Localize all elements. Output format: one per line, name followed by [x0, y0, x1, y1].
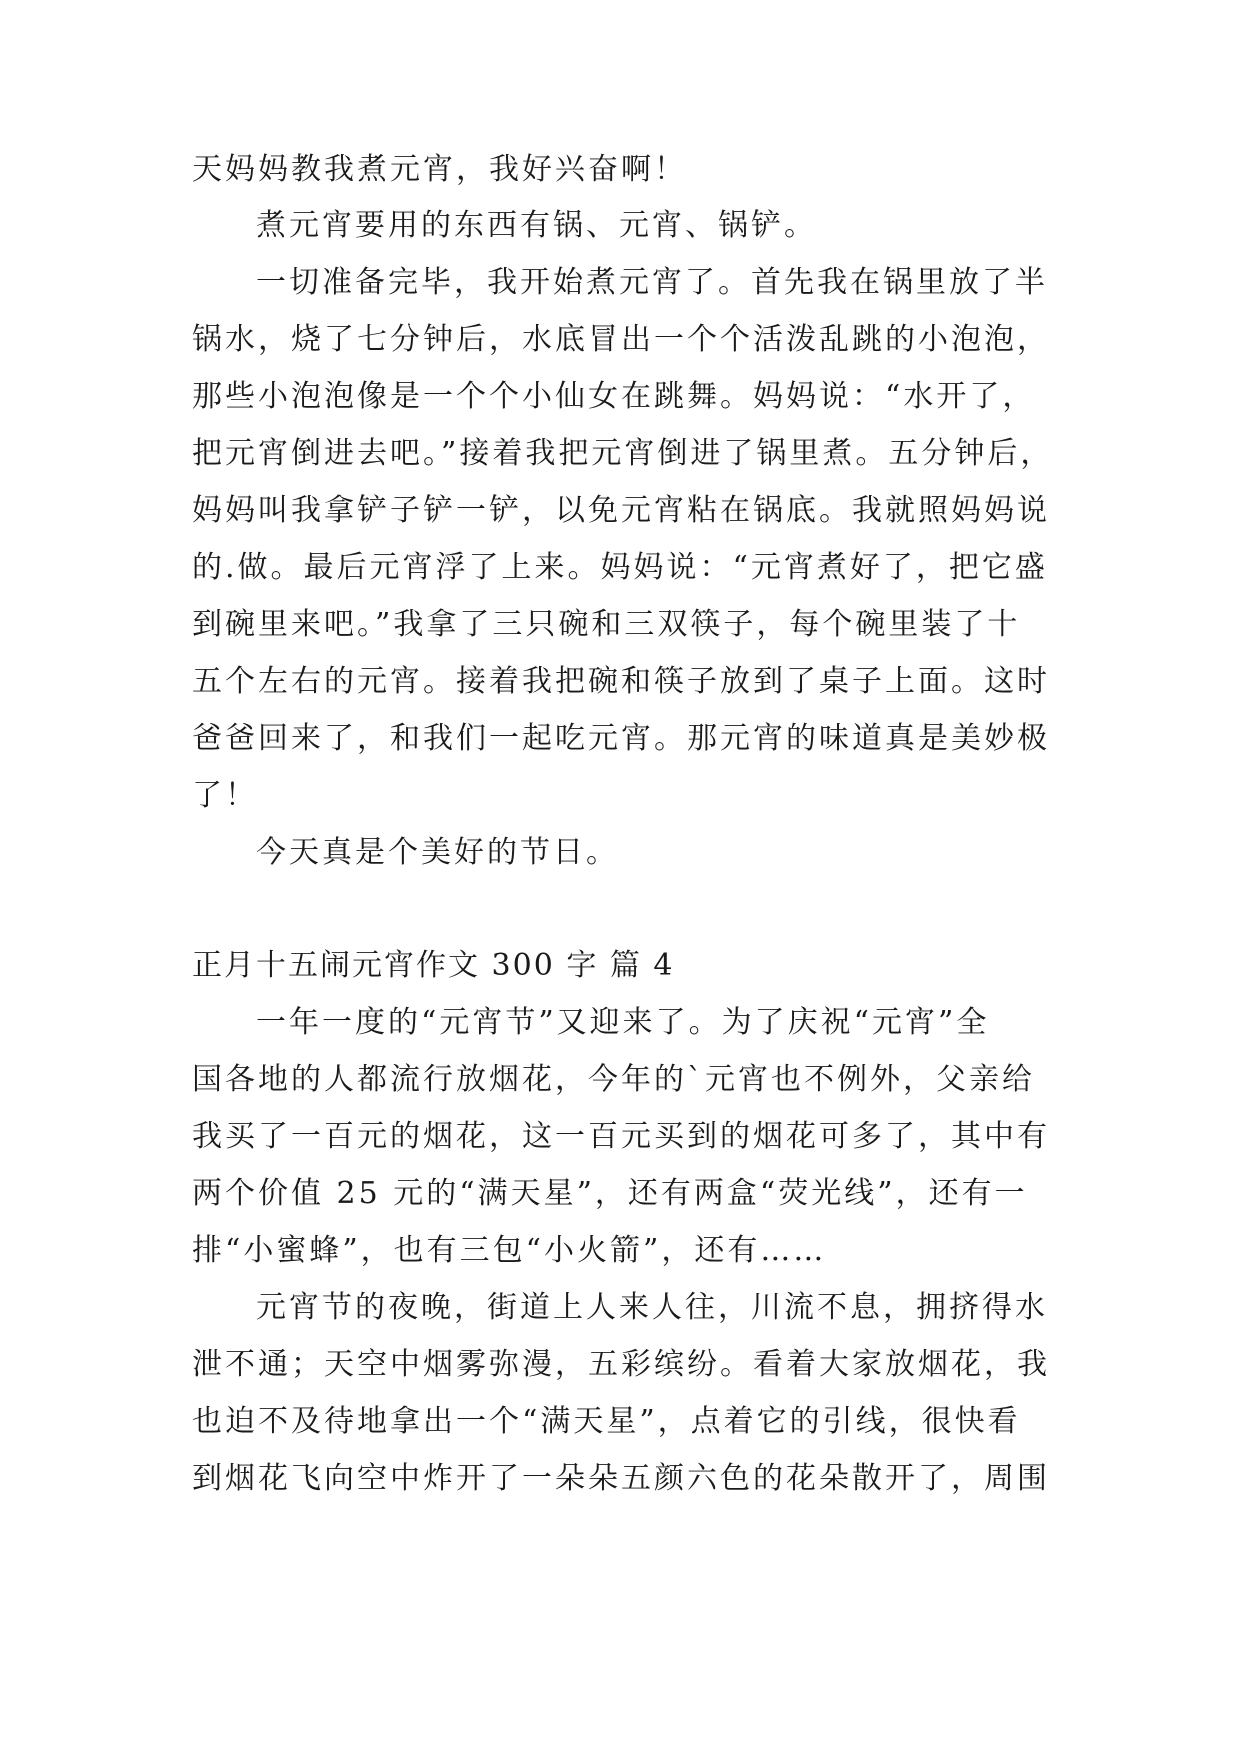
text-line: 元宵节的夜晚，街道上人来人往，川流不息，拥挤得水: [256, 1290, 1048, 1325]
text-line: 天妈妈教我煮元宵，我好兴奋啊！: [192, 152, 687, 187]
text-line: 煮元宵要用的东西有锅、元宵、锅铲。: [256, 208, 817, 243]
text-line: 五个左右的元宵。接着我把碗和筷子放到了桌子上面。这时: [192, 664, 1050, 699]
text-line: 把元宵倒进去吧。”接着我把元宵倒进了锅里煮。五分钟后，: [192, 436, 1054, 471]
text-line: 到碗里来吧。”我拿了三只碗和三双筷子，每个碗里装了十: [192, 607, 1021, 642]
text-line: 两个价值 25 元的“满天星”，还有两盒“荧光线”，还有一: [192, 1176, 1028, 1211]
text-line: 我买了一百元的烟花，这一百元买到的烟花可多了，其中有: [192, 1119, 1050, 1154]
text-line: 妈妈叫我拿铲子铲一铲，以免元宵粘在锅底。我就照妈妈说: [192, 493, 1050, 528]
text-line: 的.做。最后元宵浮了上来。妈妈说：“元宵煮好了，把它盛: [192, 550, 1048, 585]
text-line: 一切准备完毕，我开始煮元宵了。首先我在锅里放了半: [256, 265, 1048, 300]
text-line: 爸爸回来了，和我们一起吃元宵。那元宵的味道真是美妙极: [192, 721, 1050, 756]
text-line: 排“小蜜蜂”，也有三包“小火箭”，还有……: [192, 1233, 827, 1268]
text-line: 也迫不及待地拿出一个“满天星”，点着它的引线，很快看: [192, 1404, 1021, 1439]
text-line: 到烟花飞向空中炸开了一朵朵五颜六色的花朵散开了，周围: [192, 1461, 1050, 1496]
text-line: 一年一度的“元宵节”又迎来了。为了庆祝“元宵”全: [256, 1005, 990, 1040]
text-line: 了！: [192, 778, 258, 813]
text-line: 泄不通；天空中烟雾弥漫，五彩缤纷。看着大家放烟花，我: [192, 1347, 1050, 1382]
text-line: 今天真是个美好的节日。: [256, 835, 619, 870]
text-line: 国各地的人都流行放烟花，今年的`元宵也不例外，父亲给: [192, 1062, 1035, 1097]
text-line: 锅水，烧了七分钟后，水底冒出一个个活泼乱跳的小泡泡，: [192, 322, 1050, 357]
text-line: 那些小泡泡像是一个个小仙女在跳舞。妈妈说：“水开了，: [192, 379, 1036, 414]
section-heading: 正月十五闹元宵作文 300 字 篇 4: [192, 948, 675, 983]
